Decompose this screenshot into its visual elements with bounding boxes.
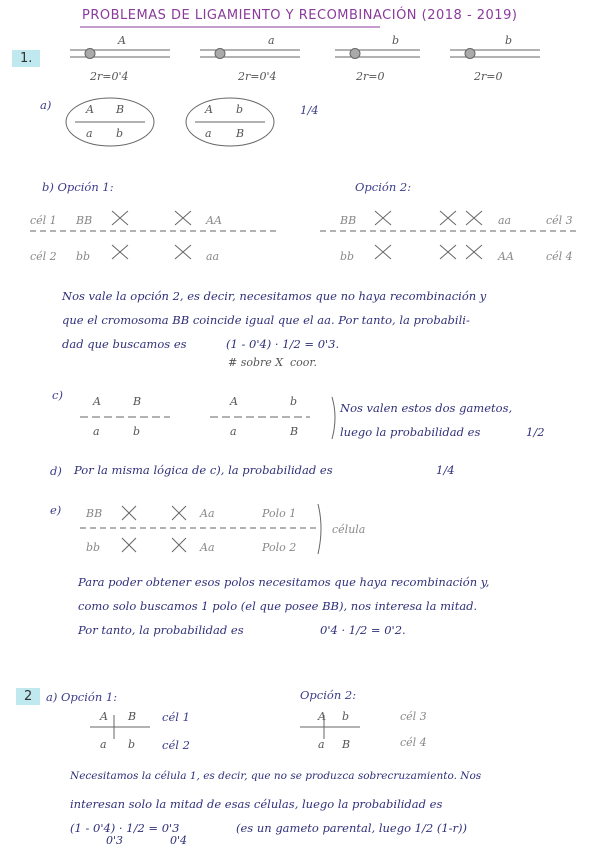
q1a-answer: 1/4 — [300, 103, 319, 117]
chromosome-4-gene: b — [505, 34, 513, 47]
q2a-chromosomes — [90, 705, 420, 755]
q1a-cell2-bottom-1: a — [205, 127, 212, 140]
q2a-option2-label: Opción 2: — [300, 688, 357, 702]
chromosome-2-label: 2r=0'4 — [238, 70, 277, 83]
chromosome-4-label: 2r=0 — [474, 70, 503, 83]
q2a-opt1-bottom-1: a — [100, 738, 107, 751]
q1b-formula: (1 - 0'4) · 1/2 = 0'3. — [226, 337, 340, 351]
q1a-cell1-bottom-2: b — [116, 127, 124, 140]
q2a-sub-2: 0'4 — [170, 834, 188, 847]
question-2-badge: 2 — [16, 688, 40, 705]
q2a-sub-1: 0'3 — [106, 834, 124, 847]
q1c-g1-top-2: B — [133, 395, 142, 408]
q1c-text-line2: luego la probabilidad es — [340, 425, 481, 439]
chromosome-4 — [450, 49, 540, 59]
q1e-side-label: célula — [332, 523, 366, 536]
q1e-row1-left: BB — [86, 507, 103, 520]
q1e-row1-right: Aa — [200, 507, 215, 520]
q1a-cell2-bottom-2: B — [236, 127, 245, 140]
q1a-cell1-top-1: A — [86, 103, 94, 116]
q2a-label: a) Opción 1: — [46, 690, 118, 704]
q1b-opt1-row1-right: AA — [206, 214, 222, 227]
q1e-row1-pole: Polo 1 — [262, 507, 297, 520]
q1e-marks — [80, 500, 330, 560]
q1b-crossing-marks — [20, 205, 590, 265]
chromosome-2-gene: a — [268, 34, 275, 47]
q1b-opt2-row2-cell: cél 4 — [546, 250, 573, 263]
q2a-text-line1: Necesitamos la célula 1, es decir, que no se produzca sobrecruzamiento. Nos — [70, 770, 482, 782]
q1b-opt1-row1-left: BB — [76, 214, 93, 227]
q2a-opt2-cell-2: cél 4 — [400, 736, 427, 749]
q1a-cell1-top-2: B — [116, 103, 125, 116]
q1b-option2-label: Opción 2: — [355, 180, 412, 194]
q2a-formula: (1 - 0'4) · 1/2 = 0'3 — [70, 821, 180, 835]
q2a-text-line2: interesan solo la mitad de esas células, luego la probabilidad es — [70, 797, 443, 811]
chromosome-1 — [70, 49, 170, 59]
q1c-g2-top-2: b — [290, 395, 298, 408]
q1c-g2-bottom-1: a — [230, 425, 237, 438]
q2a-note: (es un gameto parental, luego 1/2 (1-r)) — [236, 821, 467, 835]
chromosome-2 — [200, 49, 300, 59]
q1b-opt2-row1-cell: cél 3 — [546, 214, 573, 227]
chromosome-3 — [335, 49, 420, 59]
q1b-opt1-row2-cell: cél 2 — [30, 250, 57, 263]
q1b-opt1-row1-cell: cél 1 — [30, 214, 57, 227]
q1c-g2-bottom-2: B — [290, 425, 299, 438]
q2a-opt2-top-1: A — [318, 710, 326, 723]
q1a-cell2-top-2: b — [236, 103, 244, 116]
q1b-opt1-row2-left: bb — [76, 250, 91, 263]
q1c-g2-top-1: A — [230, 395, 238, 408]
q1c-g1-bottom-1: a — [93, 425, 100, 438]
q2a-opt2-cell-1: cél 3 — [400, 710, 427, 723]
q1a-cell1-bottom-1: a — [86, 127, 93, 140]
q1c-label: c) — [52, 388, 63, 402]
q2a-opt1-cell-1: cél 1 — [162, 710, 190, 724]
q1b-opt2-row1-left: BB — [340, 214, 357, 227]
page-title: PROBLEMAS DE LIGAMIENTO Y RECOMBINACIÓN (2018 - 2019) — [82, 8, 518, 23]
q1b-opt2-row2-left: bb — [340, 250, 355, 263]
q1e-label: e) — [50, 503, 62, 517]
q1b-text-line2: que el cromosoma BB coincide igual que el aa. Por tanto, la probabili- — [62, 313, 470, 327]
q1b-text-line3: dad que buscamos es — [62, 337, 187, 351]
q1b-opt1-row2-right: aa — [206, 250, 220, 263]
chromosome-3-label: 2r=0 — [356, 70, 385, 83]
q1b-opt2-row1-right: aa — [498, 214, 512, 227]
q1a-label: a) — [40, 98, 52, 112]
q1c-text-line1: Nos valen estos dos gametos, — [340, 401, 513, 415]
q2a-opt2-bottom-2: B — [342, 738, 351, 751]
q1c-g1-bottom-2: b — [133, 425, 141, 438]
q1b-note-1: # sobre X — [228, 356, 284, 369]
q1d-answer: 1/4 — [436, 463, 455, 477]
q2a-opt2-top-2: b — [342, 710, 350, 723]
chromosome-3-gene: b — [392, 34, 400, 47]
q1b-text-line1: Nos vale la opción 2, es decir, necesitamos que no haya recombinación y — [62, 289, 487, 303]
q1a-cell2-top-1: A — [205, 103, 213, 116]
q1b-label: b) Opción 1: — [42, 180, 114, 194]
q2a-opt2-bottom-1: a — [318, 738, 325, 751]
q1c-g1-top-1: A — [93, 395, 101, 408]
q1e-row2-pole: Polo 2 — [262, 541, 297, 554]
q2a-opt1-cell-2: cél 2 — [162, 738, 190, 752]
q1b-opt2-row2-right: AA — [498, 250, 514, 263]
q1e-formula: 0'4 · 1/2 = 0'2. — [320, 623, 406, 637]
q1c-gametes — [70, 395, 350, 445]
q2a-opt1-bottom-2: b — [128, 738, 136, 751]
q1e-text-line3: Por tanto, la probabilidad es — [78, 623, 244, 637]
q1a-cells — [60, 95, 290, 155]
chromosome-1-label: 2r=0'4 — [90, 70, 129, 83]
q1b-note-2: coor. — [290, 356, 317, 369]
question-1-badge: 1. — [12, 50, 40, 67]
chromosome-1-gene: A — [118, 34, 126, 47]
q1e-row2-right: Aa — [200, 541, 215, 554]
q2a-opt1-top-2: B — [128, 710, 137, 723]
q1d-text: Por la misma lógica de c), la probabilidad es — [74, 463, 333, 477]
q1e-text-line1: Para poder obtener esos polos necesitamos que haya recombinación y, — [78, 575, 490, 589]
q2a-opt1-top-1: A — [100, 710, 108, 723]
q1e-text-line2: como solo buscamos 1 polo (el que posee BB), nos interesa la mitad. — [78, 599, 478, 613]
q1d-label: d) — [50, 464, 62, 478]
q1c-answer: 1/2 — [526, 425, 545, 439]
q1e-row2-left: bb — [86, 541, 101, 554]
